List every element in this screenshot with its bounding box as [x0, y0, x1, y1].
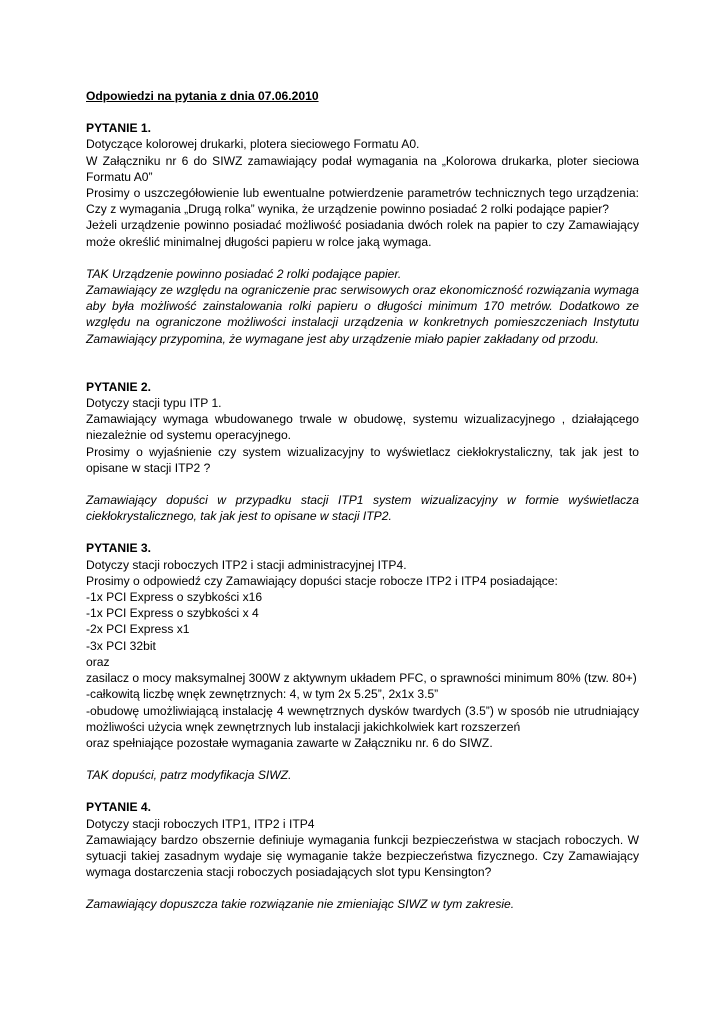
document-page	[86, 88, 639, 913]
answer-text: Zamawiający ze względu na ograniczenie prac serwisowych oraz ekonomiczność rozwiązania wymaga aby była możliwość zainstalowania rolki papieru o długości minimum 170 metrów. Dodatkowo ze względu na ograniczone możliwości instalacji urządzenia w konkretnych pomieszczeniach Instytutu Zamawiający przypomina, że wymagane jest aby urządzenie miało papier zakładany od przodu.	[86, 283, 639, 346]
list-item: -1x PCI Express o szybkości x16	[86, 590, 263, 605]
question-text: Prosimy o uszczegółowienie lub ewentualne potwierdzenie parametrów technicznych tego urządzenia: Czy z wymagania „Drugą rolka” wynika, że urządzenie powinno posiadać 2 rolki podające papier?	[86, 186, 639, 217]
answer-text: Zamawiający dopuści w przypadku stacji ITP1 system wizualizacyjny w formie wyświetlacza ciekłokrystalicznego, tak jak jest to opisane w stacji ITP2.	[86, 493, 639, 524]
question-1	[86, 120, 639, 347]
list-item: -3x PCI 32bit	[86, 638, 156, 653]
question-text: Prosimy o wyjaśnienie czy system wizualizacyjny to wyświetlacz ciekłokrystaliczny, tak jak jest to opisane w stacji ITP2 ?	[86, 444, 639, 475]
question-2	[86, 379, 639, 525]
answer-text: TAK Urządzenie powinno posiadać 2 rolki podające papier.	[86, 266, 402, 281]
question-text: oraz spełniające pozostałe wymagania zawarte w Załączniku nr. 6 do SIWZ.	[86, 735, 493, 750]
question-text: Zamawiający bardzo obszernie definiuje wymagania funkcji bezpieczeństwa w stacjach roboczych. W sytuacji takiej zasadnym wydaje się wymaganie także bezpieczeństwa fizycznego. Czy Zamawiający wymaga dostarczenia stacji roboczych posiadających slot typu Kensington?	[86, 832, 639, 880]
question-text: -obudowę umożliwiającą instalację 4 wewnętrznych dysków twardych (3.5”) w sposób nie utrudniający możliwości użycia wnęk zewnętrznych lub instalacji jakichkolwiek kart rozszerzeń	[86, 703, 639, 734]
question-text: zasilacz o mocy maksymalnej 300W z aktywnym układem PFC, o sprawności minimum 80% (tzw. 80+)	[86, 671, 637, 686]
list-item: oraz	[86, 654, 110, 669]
question-3	[86, 540, 639, 783]
question-text: Zamawiający wymaga wbudowanego trwale w obudowę, systemu wizualizacyjnego , działającego niezależnie od systemu operacyjnego.	[86, 412, 639, 443]
question-text: Jeżeli urządzenie powinno posiadać możliwość posiadania dwóch rolek na papier to czy Zamawiający może określić minimalnej długości papieru w rolce jaką wymaga.	[86, 218, 639, 249]
question-heading: PYTANIE 4.	[86, 800, 151, 815]
question-text: Dotyczy stacji typu ITP 1.	[86, 396, 222, 411]
question-text: Dotyczące kolorowej drukarki, plotera sieciowego Formatu A0.	[86, 137, 420, 152]
question-4	[86, 799, 639, 912]
question-text: -całkowitą liczbę wnęk zewnętrznych: 4, w tym 2x 5.25”, 2x1x 3.5”	[86, 687, 439, 702]
question-text: W Załączniku nr 6 do SIWZ zamawiający podał wymagania na „Kolorowa drukarka, ploter sieciowa Formatu A0”	[86, 153, 639, 184]
list-item: -2x PCI Express x1	[86, 622, 190, 637]
answer-text: TAK dopuści, patrz modyfikacja SIWZ.	[86, 768, 292, 783]
question-heading: PYTANIE 1.	[86, 121, 151, 136]
question-text: Dotyczy stacji roboczych ITP1, ITP2 i ITP4	[86, 816, 315, 831]
question-text: Dotyczy stacji roboczych ITP2 i stacji administracyjnej ITP4.	[86, 557, 407, 572]
question-heading: PYTANIE 3.	[86, 541, 151, 556]
list-item: -1x PCI Express o szybkości x 4	[86, 606, 259, 621]
document-title: Odpowiedzi na pytania z dnia 07.06.2010	[86, 89, 319, 103]
question-heading: PYTANIE 2.	[86, 379, 151, 394]
answer-text: Zamawiający dopuszcza takie rozwiązanie nie zmieniając SIWZ w tym zakresie.	[86, 897, 515, 912]
question-text: Prosimy o odpowiedź czy Zamawiający dopuści stacje robocze ITP2 i ITP4 posiadające:	[86, 573, 558, 588]
